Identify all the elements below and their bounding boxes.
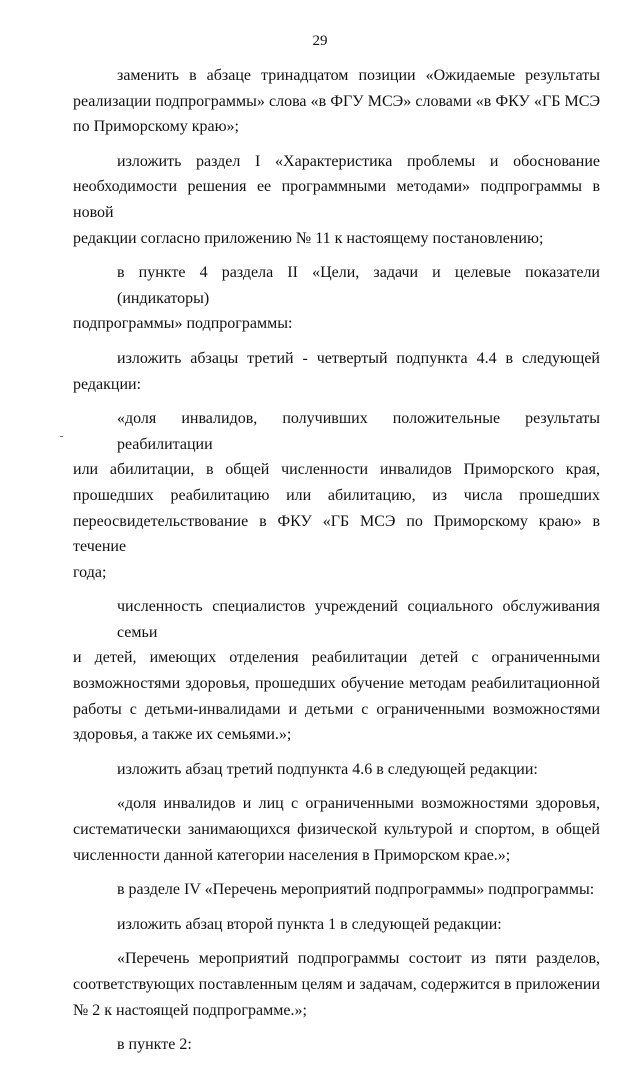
paragraph-line: года; — [73, 563, 107, 581]
paragraph-line: возможностями здоровья, прошедших обучение методам реабилитационной — [73, 675, 600, 693]
paragraph — [73, 149, 600, 251]
paragraph — [73, 1032, 600, 1058]
paragraph — [73, 594, 600, 748]
document-body — [73, 63, 600, 1067]
paragraph-line: или абилитации, в общей численности инвалидов Приморского края, — [73, 461, 600, 479]
paragraph-line: изложить абзацы третий - четвертый подпункта 4.4 в следующей — [117, 349, 600, 367]
paragraph-line: подпрограммы» подпрограммы: — [73, 315, 293, 333]
paragraph-line: изложить абзац второй пункта 1 в следующей редакции: — [117, 915, 502, 933]
paragraph-line: по Приморскому краю»; — [73, 118, 239, 136]
paragraph-line: изложить абзац третий подпункта 4.6 в следующей редакции: — [117, 760, 538, 778]
paragraph-line: прошедших реабилитацию или абилитацию, из числа прошедших — [73, 486, 600, 504]
paragraph-line: работы с детьми-инвалидами и детьми с ограниченными возможностями — [73, 700, 600, 718]
paragraph-line: заменить в абзаце тринадцатом позиции «Ожидаемые результаты — [117, 67, 600, 84]
paragraph-line: и детей, имеющих отделения реабилитации детей с ограниченными — [73, 649, 600, 667]
paragraph-line: численность специалистов учреждений социального обслуживания семьи — [117, 598, 600, 641]
paragraph-line: соответствующих поставленным целям и задачам, содержится в приложении — [73, 976, 600, 993]
paragraph-line: «доля инвалидов, получивших положительные результаты реабилитации — [117, 410, 600, 453]
paragraph-line: «Перечень мероприятий подпрограммы состоит из пяти разделов, — [117, 950, 600, 968]
paragraph — [73, 877, 600, 903]
paragraph — [73, 406, 600, 585]
paragraph-line: редакции: — [73, 375, 142, 393]
paragraph — [73, 260, 600, 337]
paragraph-line: редакции согласно приложению № 11 к настоящему постановлению; — [73, 229, 544, 247]
paragraph-line: численности данной категории населения в Приморском крае.»; — [73, 846, 511, 864]
paragraph-line: в пункте 4 раздела II «Цели, задачи и целевые показатели (индикаторы) — [117, 264, 600, 307]
paragraph-line: необходимости решения ее программными методами» подпрограммы в новой — [73, 178, 600, 221]
paragraph-line: в пункте 2: — [117, 1036, 192, 1054]
page-number: 29 — [312, 33, 328, 49]
paragraph — [73, 946, 600, 1023]
paragraph-line: в разделе IV «Перечень мероприятий подпрограммы» подпрограммы: — [117, 881, 595, 899]
paragraph-line: «доля инвалидов и лиц с ограниченными возможностями здоровья, — [117, 795, 600, 813]
paragraph — [73, 757, 600, 783]
paragraph-line: № 2 к настоящей подпрограмме.»; — [73, 1001, 307, 1019]
paragraph-line: здоровья, а также их семьями.»; — [73, 726, 292, 744]
paragraph-line: переосвидетельствование в ФКУ «ГБ МСЭ по Приморскому краю» в течение — [73, 512, 600, 556]
paragraph-line: изложить раздел I «Характеристика проблемы и обоснование — [117, 152, 600, 170]
paragraph — [73, 346, 600, 397]
paragraph — [73, 912, 600, 938]
paragraph-line: реализации подпрограммы» слова «в ФГУ МСЭ» словами «в ФКУ «ГБ МСЭ — [73, 92, 600, 110]
paragraph — [73, 791, 600, 868]
scan-artifact — [60, 436, 63, 437]
paragraph — [73, 63, 600, 140]
paragraph-line: систематически занимающихся физической культурой и спортом, в общей — [73, 821, 600, 839]
